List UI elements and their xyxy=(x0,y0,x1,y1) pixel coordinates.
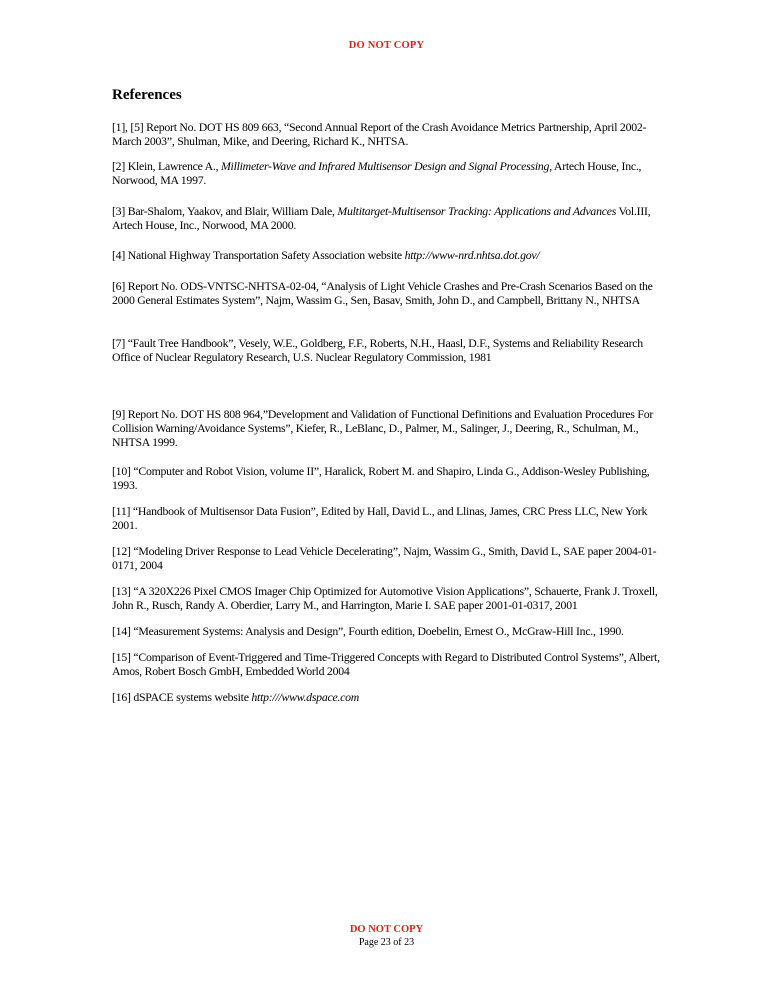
reference-text: [12] “Modeling Driver Response to Lead Vehicle Decelerating”, Najm, Wassim G., Smith, David L, SAE paper 2004-01-0171, 2004 xyxy=(112,544,657,572)
page-number: Page 23 of 23 xyxy=(358,937,415,948)
reference-text: [9] Report No. DOT HS 808 964,”Development and Validation of Functional Definitions and Evaluation Procedures For Collision Warning/Avoidance Systems”, Kiefer, R., LeBlanc, D., Palmer, M., Salinger, J., Deering, R., Schulman, M., NHTSA 1999. xyxy=(112,407,654,449)
reference-entry xyxy=(112,465,668,493)
footer-watermark: DO NOT COPY xyxy=(349,924,424,935)
reference-text: , Artech House, Inc., Norwood, MA 1997. xyxy=(112,159,642,187)
reference-entry xyxy=(112,205,668,233)
reference-text: [6] Report No. ODS-VNTSC-NHTSA-02-04, “Analysis of Light Vehicle Crashes and Pre-Crash Scenarios Based on the 2000 General Estimates System”, Najm, Wassim G., Sen, Basav, Smith, John D., and Campbell, Brittany N., NHTSA xyxy=(112,279,653,307)
reference-entry xyxy=(112,160,668,188)
reference-entry xyxy=(112,249,668,263)
reference-link[interactable]: http://www-nrd.nhtsa.dot.gov/ xyxy=(404,248,540,262)
reference-text: [16] dSPACE systems website xyxy=(112,690,252,704)
reference-entry xyxy=(112,408,668,449)
reference-entry xyxy=(112,280,668,308)
reference-text: [13] “A 320X226 Pixel CMOS Imager Chip Optimized for Automotive Vision Applications”, Schauerte, Frank J. Troxell, John R., Rusch, Randy A. Oberdier, Larry M., and Harrington, Marie I. SAE paper 2001-01-0317, 2001 xyxy=(112,584,658,612)
reference-text: Vol.III, Artech House, Inc., Norwood, MA 2000. xyxy=(112,204,651,232)
reference-title: Millimeter-Wave and Infrared Multisensor Design and Signal Processing xyxy=(220,159,550,173)
reference-entry xyxy=(112,337,668,365)
reference-text: [11] “Handbook of Multisensor Data Fusion”, Edited by Hall, David L., and Llinas, James, CRC Press LLC, New York 2001. xyxy=(112,504,648,532)
reference-text: [14] “Measurement Systems: Analysis and Design”, Fourth edition, Doebelin, Ernest O., McGraw-Hill Inc., 1990. xyxy=(112,624,624,638)
reference-text: [4] National Highway Transportation Safety Association website xyxy=(112,248,405,262)
reference-text: [2] Klein, Lawrence A., xyxy=(112,159,221,173)
reference-entry xyxy=(112,545,668,573)
reference-text: [15] “Comparison of Event-Triggered and Time-Triggered Concepts with Regard to Distributed Control Systems”, Albert, Amos, Robert Bosch GmbH, Embedded World 2004 xyxy=(112,650,660,678)
reference-link[interactable]: http:///www.dspace.com xyxy=(251,690,360,704)
reference-text: [3] Bar-Shalom, Yaakov, and Blair, William Dale, xyxy=(112,204,338,218)
reference-entry xyxy=(112,691,668,705)
reference-entry xyxy=(112,625,668,639)
reference-text: [7] “Fault Tree Handbook”, Vesely, W.E., Goldberg, F.F., Roberts, N.H., Haasl, D.F., Systems and Reliability Research Office of Nuclear Regulatory Research, U.S. Nuclear Regulatory Commission, 1981 xyxy=(112,336,643,364)
reference-text: [1], [5] Report No. DOT HS 809 663, “Second Annual Report of the Crash Avoidance Metrics Partnership, April 2002-March 2003”, Shulman, Mike, and Deering, Richard K., NHTSA. xyxy=(112,120,647,148)
reference-entry xyxy=(112,651,668,679)
reference-entry xyxy=(112,505,668,533)
reference-title: Multitarget-Multisensor Tracking: Applications and Advances xyxy=(337,204,617,218)
header-watermark: DO NOT COPY xyxy=(348,40,425,51)
reference-entry xyxy=(112,121,668,149)
reference-text: [10] “Computer and Robot Vision, volume II”, Haralick, Robert M. and Shapiro, Linda G., Addison-Wesley Publishing, 1993. xyxy=(112,464,650,492)
reference-entry xyxy=(112,585,668,613)
page-title: References xyxy=(112,87,182,103)
